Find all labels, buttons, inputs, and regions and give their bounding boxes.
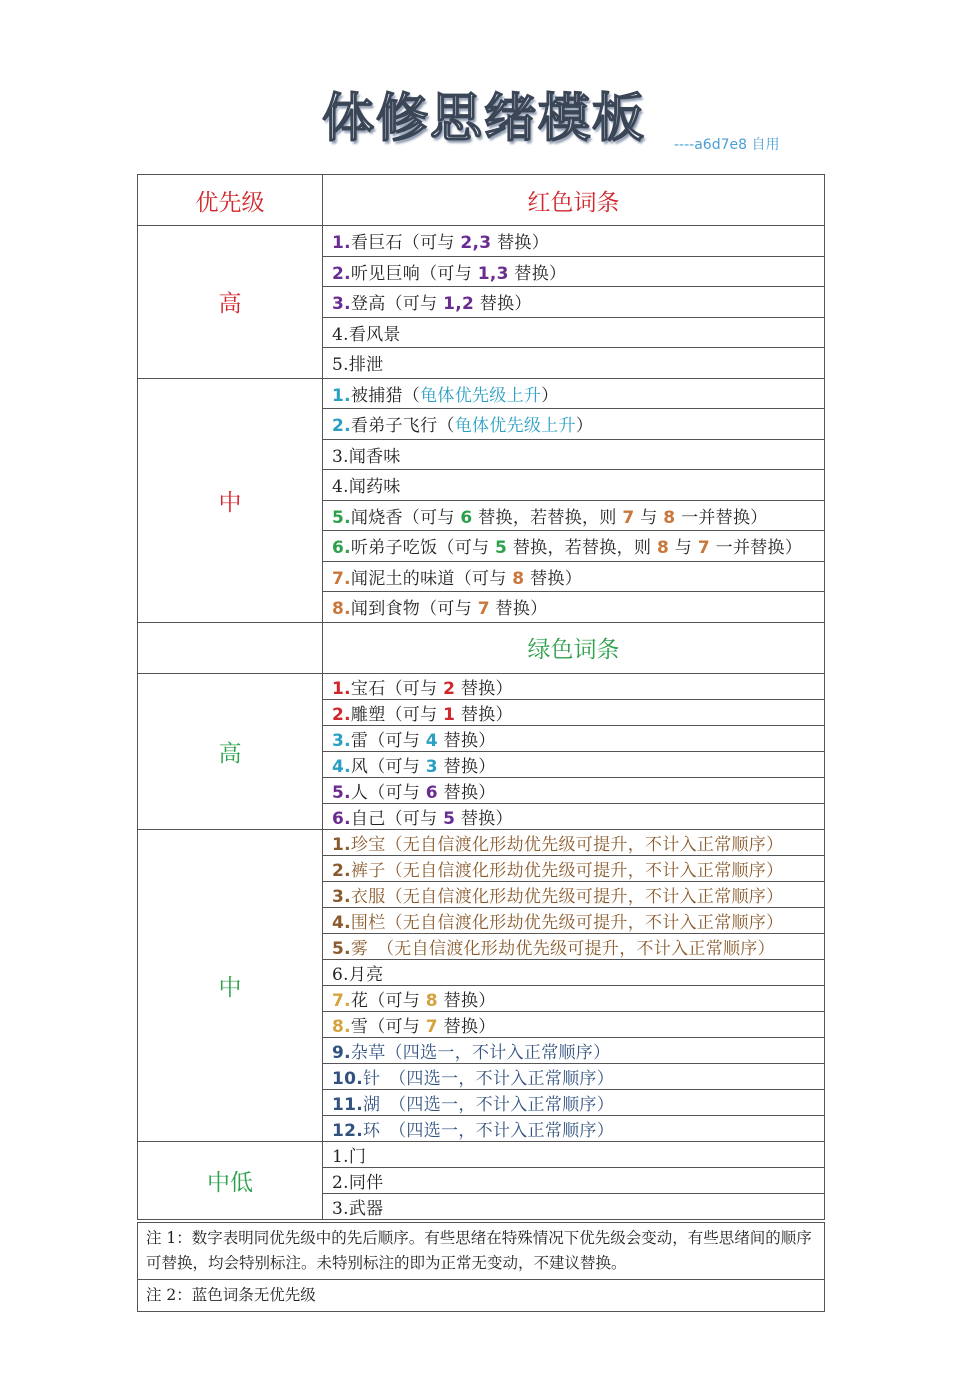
priority-column-header: 优先级 xyxy=(138,175,323,226)
list-item: 2.听见巨响（可与 1,3 替换） xyxy=(323,256,825,287)
note-1: 注 1：数字表明同优先级中的先后顺序。有些思绪在特殊情况下优先级会变动，有些思绪间的顺序可替换，均会特别标注。未特别标注的即为正常无变动，不建议替换。 xyxy=(138,1223,825,1280)
list-item: 1.珍宝（无自信渡化形劫优先级可提升，不计入正常顺序） xyxy=(323,829,825,855)
list-item: 5.人（可与 6 替换） xyxy=(323,777,825,803)
list-item: 1.被捕猎（龟体优先级上升） xyxy=(323,378,825,409)
list-item: 5.闻烧香（可与 6 替换，若替换，则 7 与 8 一并替换） xyxy=(323,500,825,531)
list-item: 8.雪（可与 7 替换） xyxy=(323,1011,825,1037)
list-item: 12.环 （四选一，不计入正常顺序） xyxy=(323,1115,825,1141)
list-item: 4.风（可与 3 替换） xyxy=(323,751,825,777)
list-item: 5.雾 （无自信渡化形劫优先级可提升，不计入正常顺序） xyxy=(323,933,825,959)
note-2: 注 2：蓝色词条无优先级 xyxy=(138,1280,825,1312)
list-item: 1.看巨石（可与 2,3 替换） xyxy=(323,226,825,257)
page-title: 体修思绪模板 xyxy=(322,89,647,149)
list-item: 3.登高（可与 1,2 替换） xyxy=(323,287,825,318)
list-item: 4.看风景 xyxy=(323,317,825,348)
list-item: 10.针 （四选一，不计入正常顺序） xyxy=(323,1063,825,1089)
list-item: 3.衣服（无自信渡化形劫优先级可提升，不计入正常顺序） xyxy=(323,881,825,907)
list-item: 7.花（可与 8 替换） xyxy=(323,985,825,1011)
red-section-title: 红色词条 xyxy=(323,175,825,226)
list-item: 2.裤子（无自信渡化形劫优先级可提升，不计入正常顺序） xyxy=(323,855,825,881)
red-priority-mid: 中 xyxy=(138,378,323,622)
list-item: 2.同伴 xyxy=(323,1167,825,1193)
list-item: 4.围栏（无自信渡化形劫优先级可提升，不计入正常顺序） xyxy=(323,907,825,933)
list-item: 3.闻香味 xyxy=(323,439,825,470)
list-item: 11.湖 （四选一，不计入正常顺序） xyxy=(323,1089,825,1115)
list-item: 9.杂草（四选一，不计入正常顺序） xyxy=(323,1037,825,1063)
green-priority-high: 高 xyxy=(138,673,323,829)
list-item: 7.闻泥土的味道（可与 8 替换） xyxy=(323,561,825,592)
red-priority-high: 高 xyxy=(138,226,323,379)
notes-table xyxy=(137,1222,825,1312)
list-item: 5.排泄 xyxy=(323,348,825,379)
empty-priority-cell xyxy=(138,622,323,673)
list-item: 8.闻到食物（可与 7 替换） xyxy=(323,592,825,623)
list-item: 2.雕塑（可与 1 替换） xyxy=(323,699,825,725)
green-section-title: 绿色词条 xyxy=(323,622,825,673)
list-item: 1.门 xyxy=(323,1141,825,1167)
list-item: 3.武器 xyxy=(323,1193,825,1219)
thought-table xyxy=(137,174,825,1220)
list-item: 4.闻药味 xyxy=(323,470,825,501)
green-priority-mid: 中 xyxy=(138,829,323,1141)
list-item: 2.看弟子飞行（龟体优先级上升） xyxy=(323,409,825,440)
list-item: 6.自己（可与 5 替换） xyxy=(323,803,825,829)
list-item: 6.听弟子吃饭（可与 5 替换，若替换，则 8 与 7 一并替换） xyxy=(323,531,825,562)
list-item: 6.月亮 xyxy=(323,959,825,985)
author-note: ----a6d7e8 自用 xyxy=(674,137,780,153)
green-priority-mid-low: 中低 xyxy=(138,1141,323,1219)
list-item: 3.雷（可与 4 替换） xyxy=(323,725,825,751)
list-item: 1.宝石（可与 2 替换） xyxy=(323,673,825,699)
title-area xyxy=(0,86,960,156)
